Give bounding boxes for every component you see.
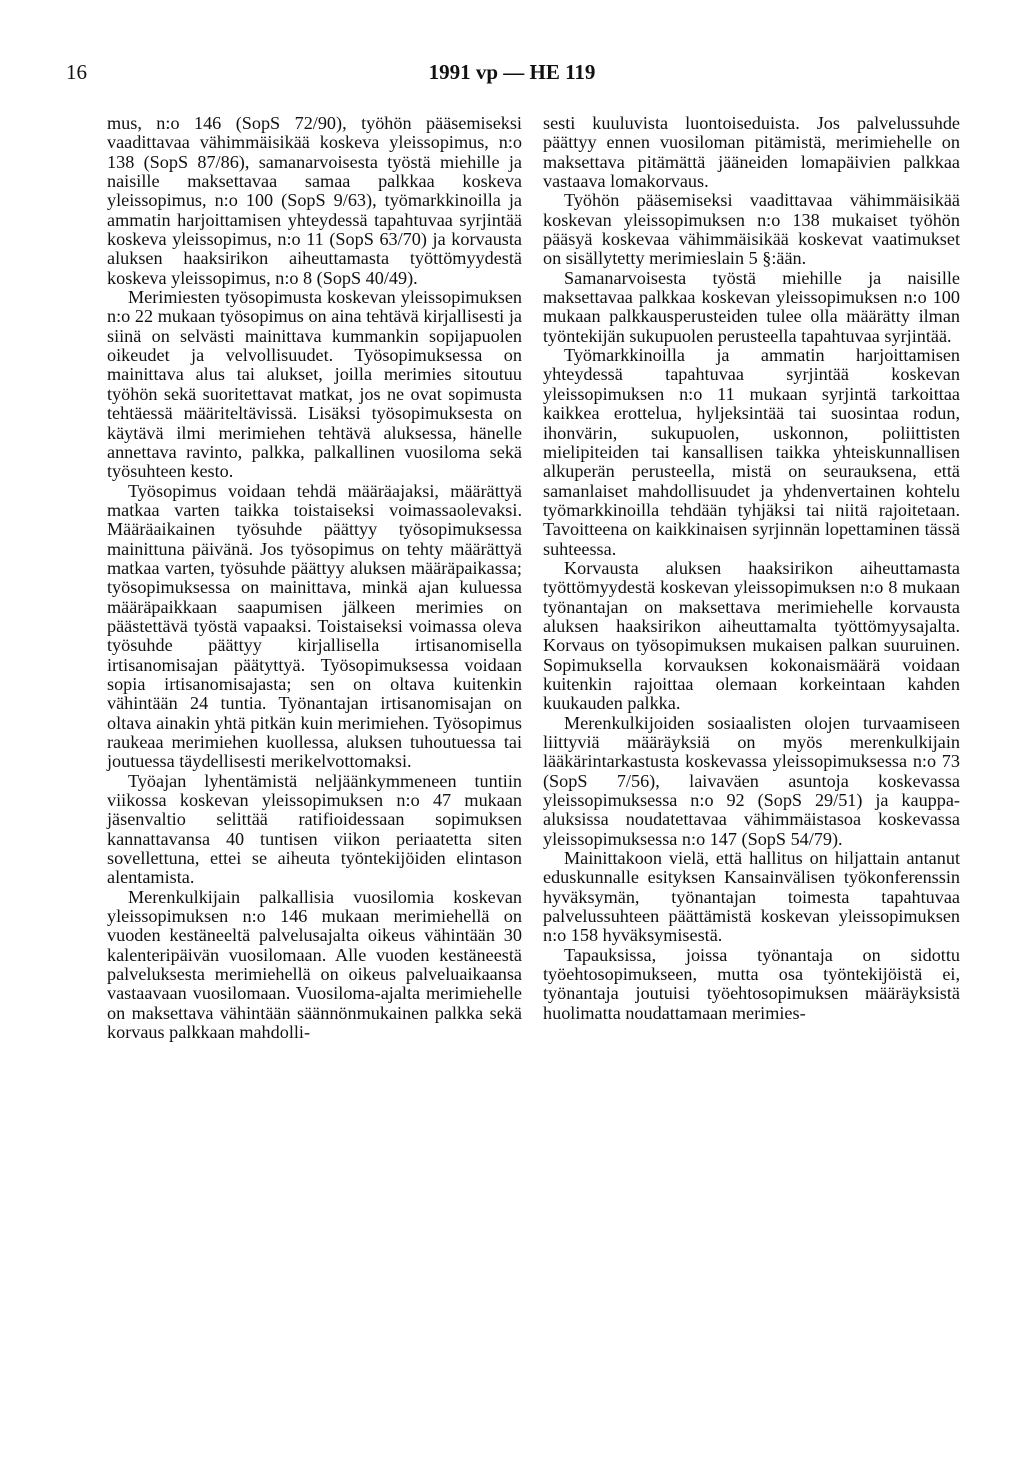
left-text-column xyxy=(107,114,522,1043)
paragraph: Mainittakoon vielä, että hallitus on hiljattain antanut eduskunnalle esityksen Kansainvälisen työkonferenssin hyväksymän, työnantajan toimesta tapahtuvaa palvelussuhteen päättämistä koskevan yleissopimuksen n:o 158 hyväksymisestä. xyxy=(543,848,960,946)
paragraph: Työhön pääsemiseksi vaadittavaa vähimmäisikää koskevan yleissopimuksen n:o 138 mukaiset työhön pääsyä koskevaa vähimmäisikää koskevat vaatimukset on sisällytetty merimieslain 5 §:ään. xyxy=(543,190,960,269)
paragraph: Samanarvoisesta työstä miehille ja naisille maksettavaa palkkaa koskevan yleissopimuksen n:o 100 mukaan palkkausperusteiden tulee olla määrätty ilman työntekijän sukupuolen perusteella tapahtuvaa syrjintää. xyxy=(543,267,960,346)
paragraph: Tapauksissa, joissa työnantaja on sidottu työehtosopimukseen, mutta osa työntekijöistä ei, työnantaja joutuisi työehtosopimuksen määräyksistä huolimatta noudattamaan merimies- xyxy=(543,944,960,1023)
paragraph: Merenkulkijoiden sosiaalisten olojen turvaamiseen liittyviä määräyksiä on myös merenkulkijain lääkärintarkastusta koskevassa yleissopimuksessa n:o 73 (SopS 7/56), laivaväen asuntoja koskevassa yleissopimuksessa n:o 92 (SopS 29/51) ja kauppa-aluksissa noudatettavaa vähimmäistasoa koskevassa yleissopimuksessa n:o 147 (SopS 54/79). xyxy=(543,712,960,849)
page-number: 16 xyxy=(66,60,87,84)
paragraph: mus, n:o 146 (SopS 72/90), työhön pääsemiseksi vaadittavaa vähimmäisikää koskeva yleissopimus, n:o 138 (SopS 87/86), samanarvoisesta työstä miehille ja naisille maksettavaa samaa palkkaa koskeva yleissopimus, n:o 100 (SopS 9/63), työmarkkinoilla ja ammatin harjoittamisen yhteydessä tapahtuvaa syrjintää koskeva yleissopimus, n:o 11 (SopS 63/70) ja korvausta aluksen haaksirikon aiheuttamasta työttömyydestä koskeva yleissopimus, n:o 8 (SopS 40/49). xyxy=(107,113,522,288)
paragraph: Merenkulkijain palkallisia vuosilomia koskevan yleissopimuksen n:o 146 mukaan merimiehellä on vuoden kestäneeltä palvelusajalta oikeus vähintään 30 kalenteripäivän vuosilomaan. Alle vuoden kestäneestä palveluksesta merimiehellä on oikeus palveluaikaansa vastaavaan vuosilomaan. Vuosiloma-ajalta merimiehelle on maksettava vähintään säännönmukainen palkka sekä korvaus palkkaan mahdolli- xyxy=(107,886,522,1043)
paragraph: Korvausta aluksen haaksirikon aiheuttamasta työttömyydestä koskevan yleissopimuksen n:o 8 mukaan työnantajan on maksettava merimiehelle korvausta aluksen haaksirikon aiheuttamalta työttömyysajalta. Korvaus on työsopimuksen mukaisen palkan suuruinen. Sopimuksella korvauksen kokonaismäärä voidaan kuitenkin rajoittaa olemaan korkeintaan kahden kuukauden palkka. xyxy=(543,557,960,714)
right-text-column xyxy=(543,114,960,1023)
paragraph: Työajan lyhentämistä neljäänkymmeneen tuntiin viikossa koskevan yleissopimuksen n:o 47 mukaan jäsenvaltio selittää ratifioidessaan sopimuksen kannattavansa 40 tuntisen viikon periaatetta siten sovellettuna, ettei se aiheuta työntekijöiden elintason alentamista. xyxy=(107,770,522,888)
paragraph: Työsopimus voidaan tehdä määräajaksi, määrättyä matkaa varten taikka toistaiseksi voimassaolevaksi. Määräaikainen työsuhde päättyy työsopimuksessa mainittuna päivänä. Jos työsopimus on tehty määrättyä matkaa varten, työsuhde päättyy aluksen määräpaikassa; työsopimuksessa on mainittava, minkä ajan kuluessa määräpaikkaan saapumisen jälkeen merimies on päästettävä työstä vapaaksi. Toistaiseksi voimassa oleva työsuhde päättyy kirjallisella irtisanomisella irtisanomisajan päätyttyä. Työsopimuksessa voidaan sopia irtisanomisajasta; sen on oltava kuitenkin vähintään 24 tuntia. Työnantajan irtisanomisajan on oltava ainakin yhtä pitkän kuin merimiehen. Työsopimus raukeaa merimiehen kuollessa, aluksen tuhoutuessa tai joutuessa täydellisesti merikelvottomaksi. xyxy=(107,480,522,772)
paragraph: sesti kuuluvista luontoiseduista. Jos palvelussuhde päättyy ennen vuosiloman pitämistä, merimiehelle on maksettava pitämättä jääneiden lomapäivien palkkaa vastaava lomakorvaus. xyxy=(543,113,960,192)
paragraph: Merimiesten työsopimusta koskevan yleissopimuksen n:o 22 mukaan työsopimus on aina tehtävä kirjallisesti ja siinä on selvästi mainittava kummankin sopijapuolen oikeudet ja velvollisuudet. Työsopimuksessa on mainittava alus tai alukset, joilla merimies sitoutuu työhön sekä suoritettavat matkat, jos ne ovat sopimusta tehtäessä määriteltävissä. Lisäksi työsopimuksesta on käytävä ilmi merimiehen tehtävä aluksessa, hänelle annettava ravinto, palkka, palkallinen vuosiloma sekä työsuhteen kesto. xyxy=(107,287,522,482)
page-header-title: 1991 vp — HE 119 xyxy=(428,60,596,84)
paragraph: Työmarkkinoilla ja ammatin harjoittamisen yhteydessä tapahtuvaa syrjintää koskevan yleissopimuksen n:o 11 mukaan syrjintä tarkoittaa kaikkea erottelua, hyljeksintää tai suosintaa rodun, ihonvärin, sukupuolen, uskonnon, poliittisten mielipiteiden tai kansallisen taikka yhteiskunnallisen alkuperän perusteella, mistä on seurauksena, että samanlaiset mahdollisuudet ja yhdenvertainen kohtelu työmarkkinoilla tehdään tyhjäksi tai niitä rajoitetaan. Tavoitteena on kaikkinaisen syrjinnän lopettaminen tässä suhteessa. xyxy=(543,345,960,559)
